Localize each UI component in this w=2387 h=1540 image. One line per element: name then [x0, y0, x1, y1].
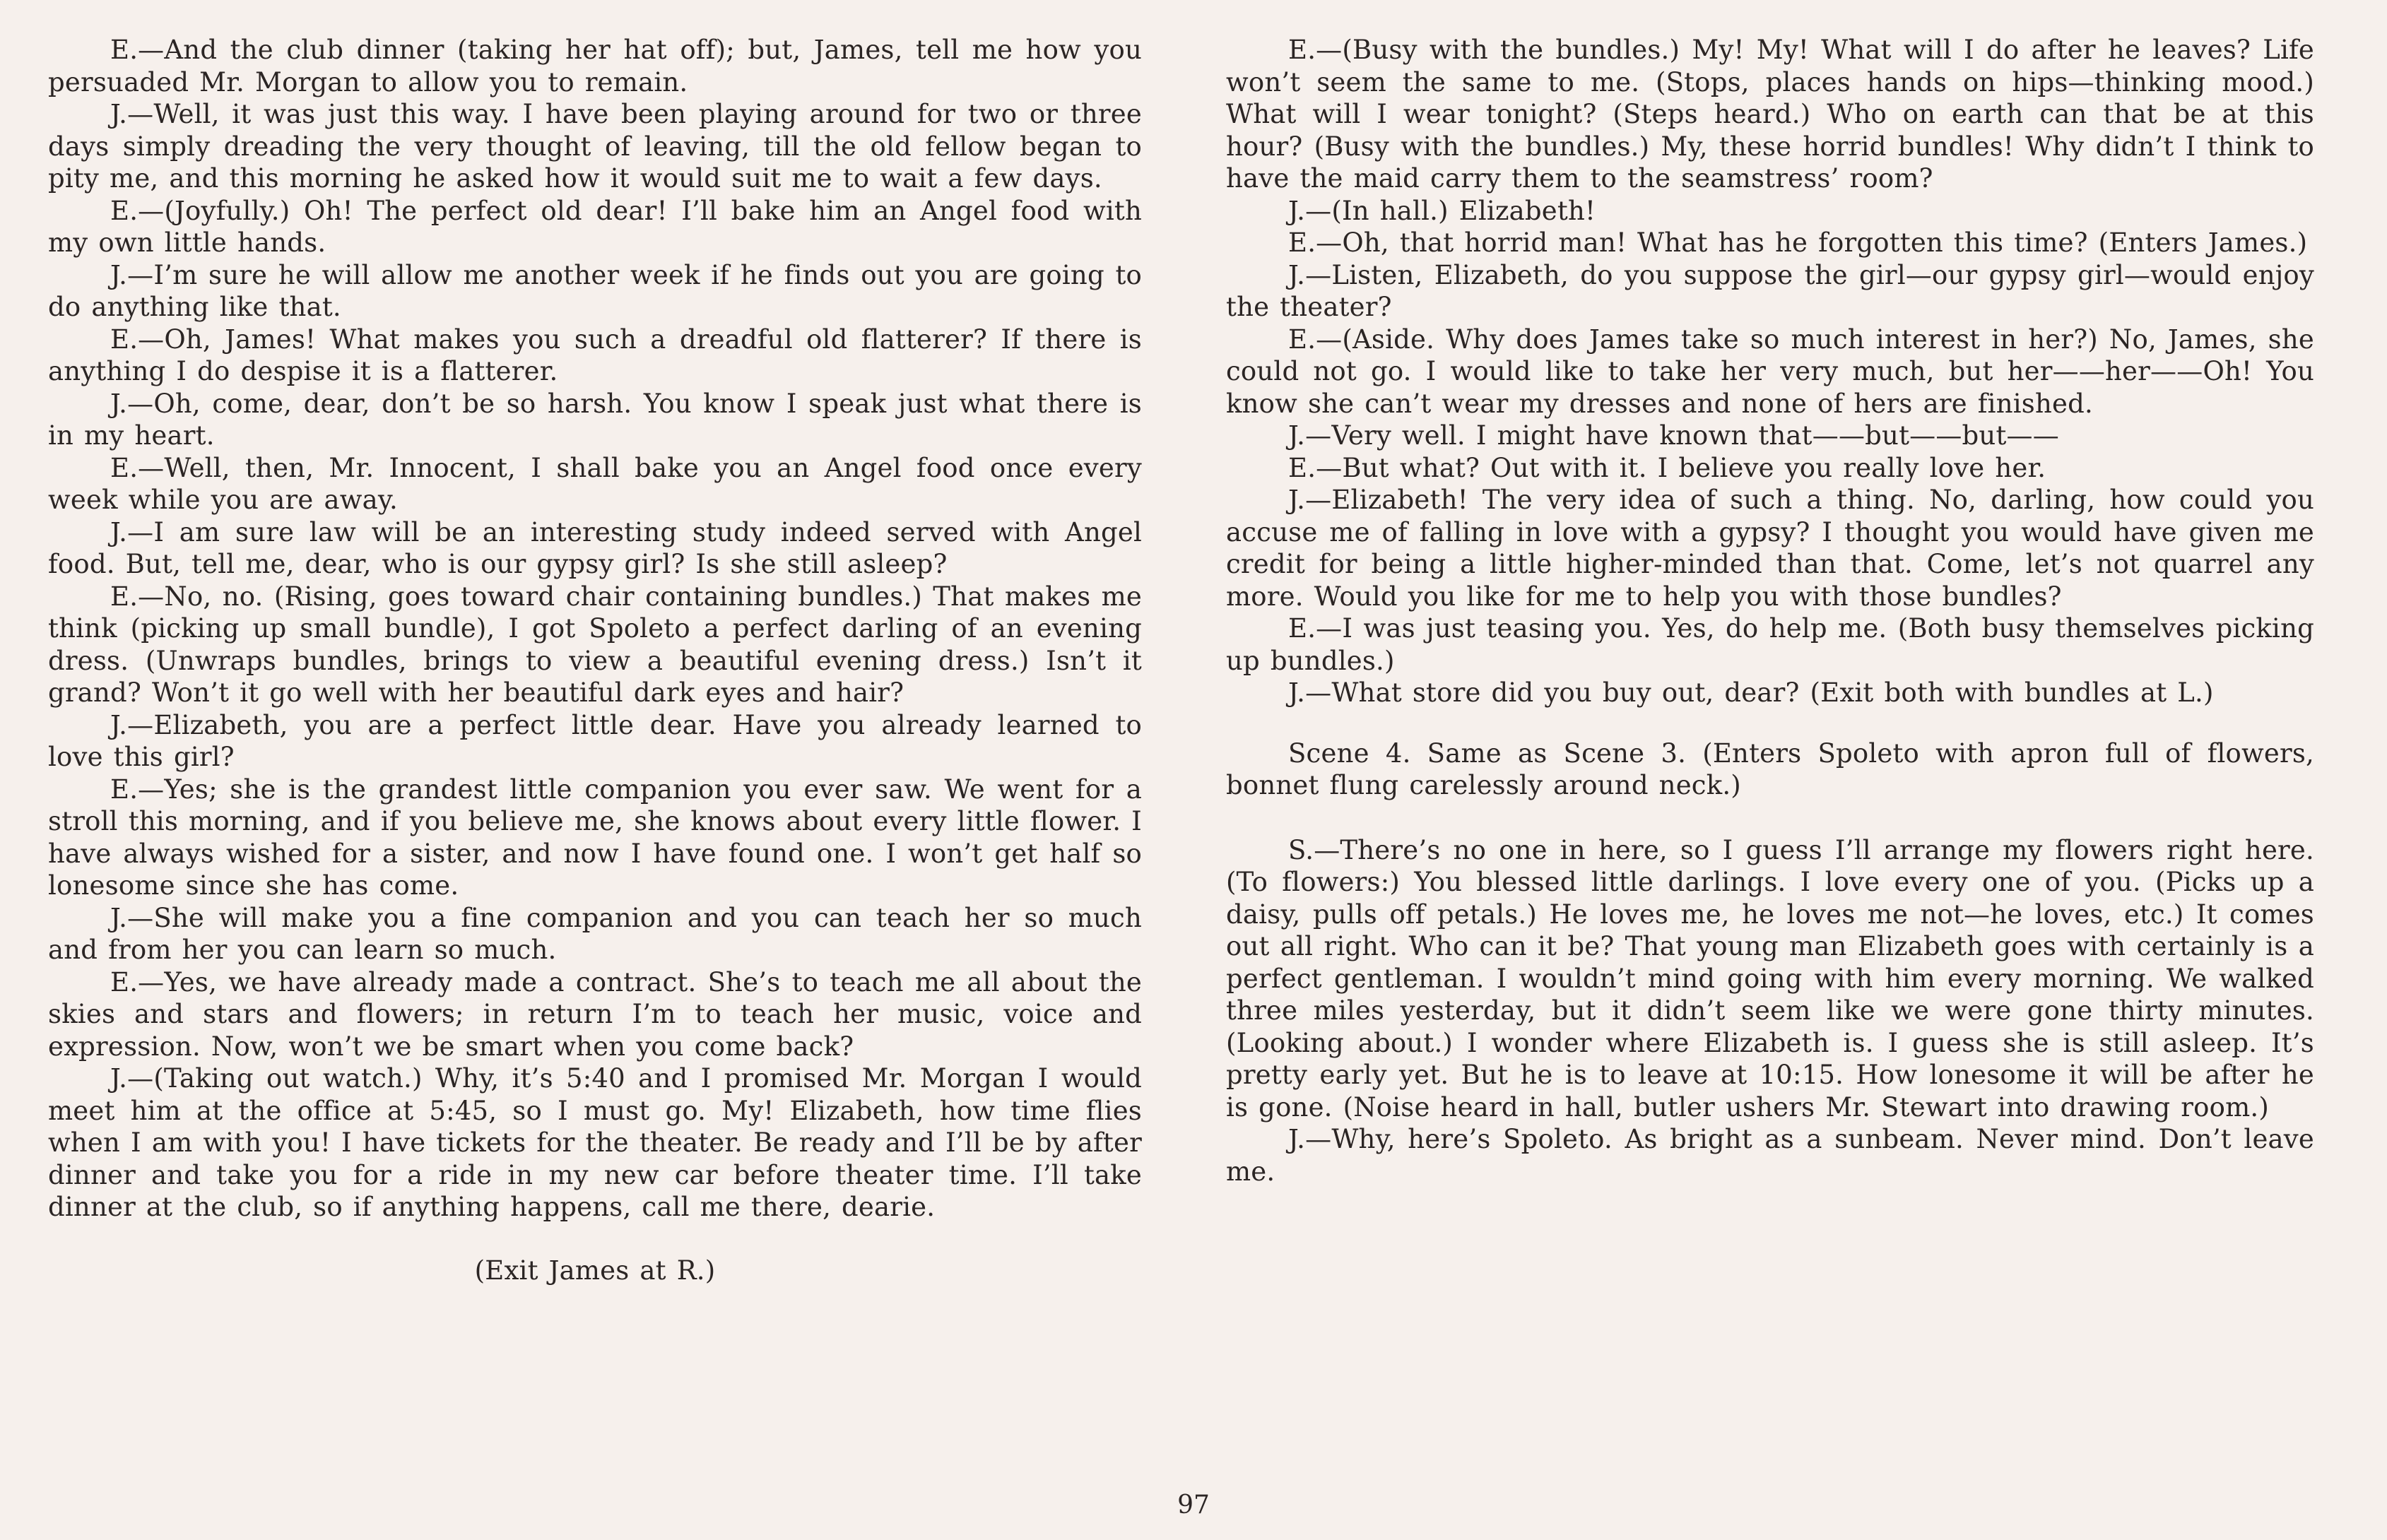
dialogue-paragraph: E.—Oh, that horrid man! What has he forgotten this time? (Enters James.) — [1288, 227, 2308, 258]
dialogue-paragraph: E.—Well, then, Mr. Innocent, I shall bake you an Angel food once every week while you are away. — [48, 452, 1142, 515]
dialogue-paragraph: J.—Oh, come, dear, don’t be so harsh. You know I speak just what there is in my heart. — [48, 388, 1142, 451]
dialogue-paragraph: J.—(In hall.) Elizabeth! — [1288, 195, 1596, 226]
dialogue-paragraph: J.—(Taking out watch.) Why, it’s 5:40 and I promised Mr. Morgan I would meet him at the office at 5:45, so I must go. My! Elizabeth, how time flies when I am with you! I have tickets for the theater. Be ready and I’ll be by after dinner and take you for a ride in my new car before theater time. I’ll take dinner at the club, so if anything happens, call me there, dearie. — [48, 1063, 1142, 1222]
dialogue-paragraph: J.—What store did you buy out, dear? (Exit both with bundles at L.) — [1288, 677, 2214, 708]
dialogue-paragraph: E.—Oh, James! What makes you such a dreadful old flatterer? If there is anything I do despise it is a flatterer. — [48, 324, 1142, 386]
dialogue-paragraph: J.—Very well. I might have known that——but——but—— — [1288, 420, 2059, 451]
dialogue-paragraph: E.—No, no. (Rising, goes toward chair containing bundles.) That makes me think (picking up small bundle), I got Spoleto a perfect darling of an evening dress. (Unwraps bundles, brings to view a beautiful evening dress.) Isn’t it grand? Won’t it go well with her beautiful dark eyes and hair? — [48, 581, 1142, 708]
stage-direction-exit: (Exit James at R.) — [474, 1255, 716, 1286]
dialogue-paragraph: E.—(Busy with the bundles.) My! My! What will I do after he leaves? Life won’t seem the same to me. (Stops, places hands on hips—thinking mood.) What will I wear tonight? (Steps heard.) Who on earth can that be at this hour? (Busy with the bundles.) My, these horrid bundles! Why didn’t I think to have the maid carry them to the seamstress’ room? — [1226, 35, 2314, 194]
dialogue-paragraph: E.—Yes, we have already made a contract. She’s to teach me all about the skies and stars and flowers; in return I’m to teach her music, voice and expression. Now, won’t we be smart when you come back? — [48, 966, 1142, 1062]
dialogue-paragraph: J.—She will make you a fine companion and you can teach her so much and from her you can learn so much. — [48, 902, 1142, 965]
dialogue-paragraph: J.—I am sure law will be an interesting study indeed served with Angel food. But, tell me, dear, who is our gypsy girl? Is she still asleep? — [48, 516, 1142, 579]
page-number: 97 — [1177, 1491, 1210, 1520]
dialogue-paragraph: E.—And the club dinner (taking her hat off); but, James, tell me how you persuaded Mr. Morgan to allow you to remain. — [48, 35, 1142, 97]
dialogue-paragraph: E.—Yes; she is the grandest little companion you ever saw. We went for a stroll this morning, and if you believe me, she knows about every little flower. I have always wished for a sister, and now I have found one. I won’t get half so lonesome since she has come. — [48, 774, 1142, 901]
dialogue-paragraph: J.—Elizabeth! The very idea of such a thing. No, darling, how could you accuse me of falling in love with a gypsy? I thought you would have given me credit for being a little higher-minded than that. Come, let’s not quarrel any more. Would you like for me to help you with those bundles? — [1226, 485, 2314, 612]
dialogue-paragraph: E.—But what? Out with it. I believe you really love her. — [1288, 452, 2046, 483]
dialogue-paragraph: E.—(Aside. Why does James take so much interest in her?) No, James, she could not go. I would like to take her very much, but her——her——Oh! You know she can’t wear my dresses and none of hers are finished. — [1226, 324, 2314, 419]
left-column — [48, 34, 1142, 1286]
dialogue-paragraph: E.—I was just teasing you. Yes, do help me. (Both busy themselves picking up bundles.) — [1226, 613, 2314, 676]
dialogue-paragraph: J.—Well, it was just this way. I have been playing around for two or three days simply dreading the very thought of leaving, till the old fellow began to pity me, and this morning he asked how it would suit me to wait a few days. — [48, 99, 1142, 194]
dialogue-paragraph: J.—Why, here’s Spoleto. As bright as a sunbeam. Never mind. Don’t leave me. — [1226, 1124, 2314, 1187]
right-column — [1226, 34, 2314, 1187]
dialogue-paragraph: J.—Listen, Elizabeth, do you suppose the girl—our gypsy girl—would enjoy the theater? — [1226, 259, 2314, 322]
scene-heading: Scene 4. Same as Scene 3. (Enters Spoleto with apron full of flowers, bonnet flung carelessly around neck.) — [1226, 738, 2314, 800]
dialogue-paragraph: E.—(Joyfully.) Oh! The perfect old dear! I’ll bake him an Angel food with my own little hands. — [48, 195, 1142, 258]
dialogue-paragraph: J.—I’m sure he will allow me another week if he finds out you are going to do anything like that. — [48, 259, 1142, 322]
dialogue-paragraph: J.—Elizabeth, you are a perfect little dear. Have you already learned to love this girl? — [48, 709, 1142, 772]
dialogue-paragraph: S.—There’s no one in here, so I guess I’ll arrange my flowers right here. (To flowers:) You blessed little darlings. I love every one of you. (Picks up a daisy, pulls off petals.) He loves me, he loves me not—he loves, etc.) It comes out all right. Who can it be? That young man Elizabeth goes with certainly is a perfect gentleman. I wouldn’t mind going with him every morning. We walked three miles yesterday, but it didn’t seem like we were gone thirty minutes. (Looking about.) I wonder where Elizabeth is. I guess she is still asleep. It’s pretty early yet. But he is to leave at 10:15. How lonesome it will be after he is gone. (Noise heard in hall, butler ushers Mr. Stewart into drawing room.) — [1226, 834, 2314, 1123]
